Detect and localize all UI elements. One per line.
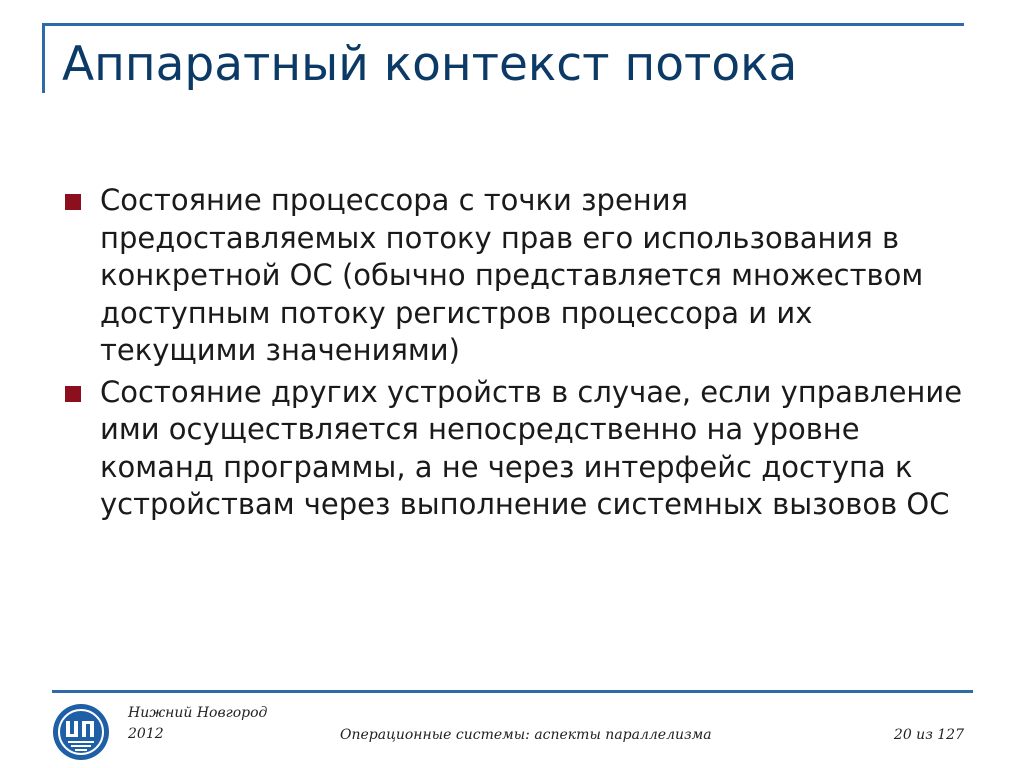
bullet-text: Состояние других устройств в случае, если управление ими осуществляется непосредственно на уровне команд программы, а не через интерфейс доступа к устройствам через выполнение системных вызовов ОС [100,374,963,521]
footer-divider [52,690,973,693]
slide-title: Аппаратный контекст потока [62,37,798,92]
title-frame-top-line [42,23,964,26]
bullet-item [65,374,970,524]
title-frame-left-line [42,23,45,93]
footer-year: 2012 [128,726,164,742]
bullet-text: Состояние процессора с точки зрения предоставляемых потоку прав его использования в конкретной ОС (обычно представляется множеством доступным потоку регистров процессора и их текущими значениями) [100,183,924,367]
footer-course-title: Операционные системы: аспекты параллелизма [340,727,712,743]
square-bullet-icon [65,194,81,210]
unn-logo-icon [52,703,110,761]
page-number: 20 из 127 [893,727,964,743]
square-bullet-icon [65,386,81,402]
footer-city: Нижний Новгород [128,705,268,721]
footer-location [128,703,267,745]
bullet-list [65,182,970,528]
bullet-item [65,182,970,370]
